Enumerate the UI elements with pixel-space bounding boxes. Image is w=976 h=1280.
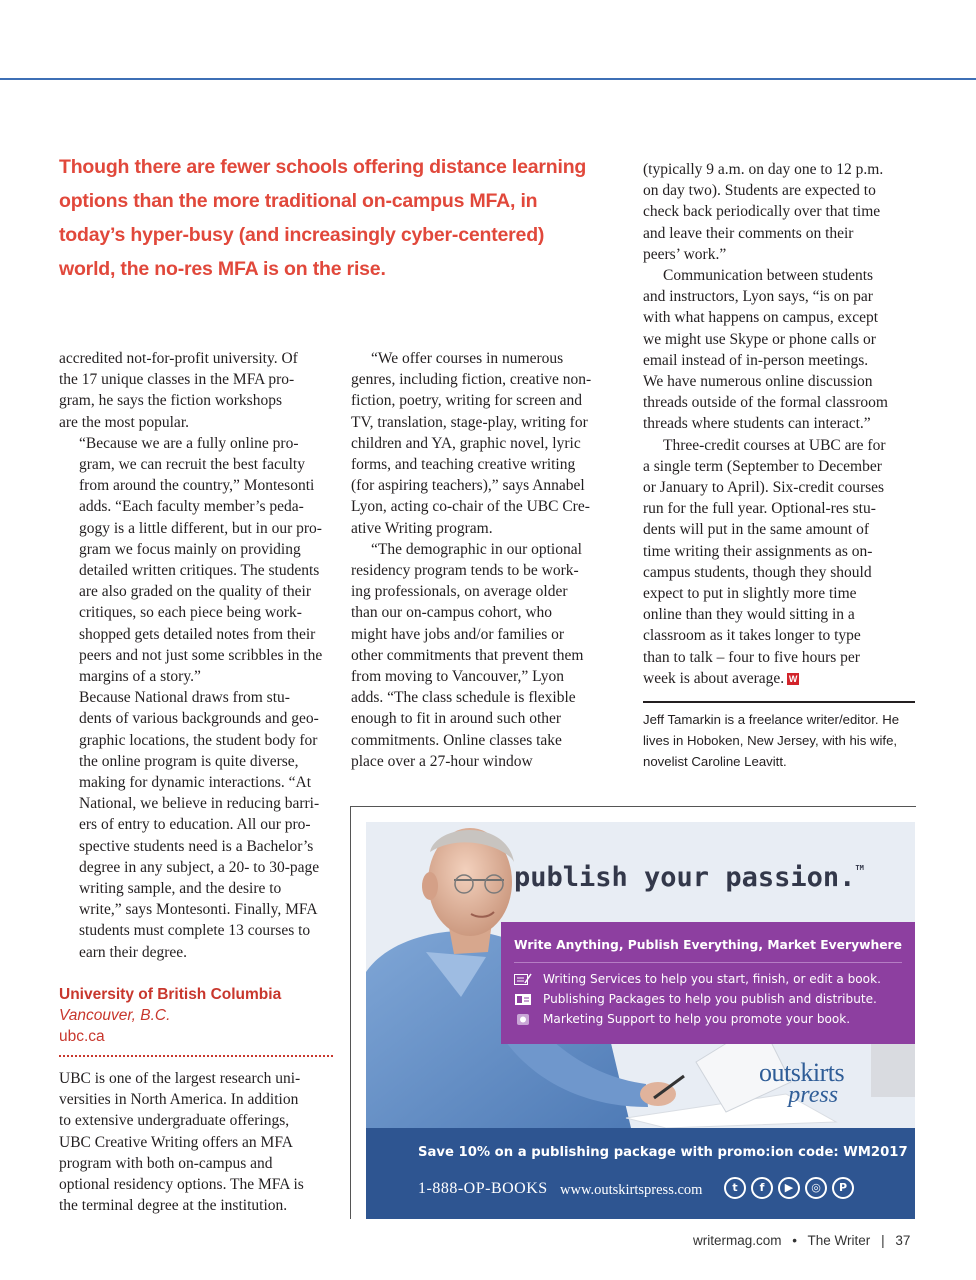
top-rule: [0, 78, 976, 80]
pull-quote-line: Though there are fewer schools offering distance learning: [59, 156, 587, 178]
pinterest-icon[interactable]: P: [832, 1177, 854, 1199]
ad-feature-item: [514, 992, 877, 1006]
text-line: classroom as it takes longer to type: [643, 627, 861, 645]
text-line: threads outside of the formal classroom: [643, 394, 888, 412]
text-line: making for dynamic interactions. “At: [79, 774, 312, 792]
text-line: are the most popular.: [59, 413, 189, 431]
paragraph: [59, 348, 339, 433]
text-line: peers and not just some scribbles in the: [79, 646, 323, 664]
text-line: “The demographic in our optional: [371, 540, 582, 558]
ad-feature-item: [514, 1012, 850, 1026]
text-line: other commitments that prevent them: [351, 646, 584, 664]
text-line: email instead of in-person meetings.: [643, 351, 869, 369]
text-line: children and YA, graphic novel, lyric: [351, 434, 581, 452]
text-line: program with both on-campus and: [59, 1154, 273, 1172]
text-line: We have numerous online discussion: [643, 373, 873, 391]
text-line: the 17 unique classes in the MFA pro-: [59, 371, 295, 389]
column-1: [59, 348, 339, 963]
ad-band-divider: [514, 962, 902, 963]
ad-features-band: [501, 922, 915, 1044]
text-line: residency program tends to be work-: [351, 562, 579, 580]
text-line: (typically 9 a.m. on day one to 12 p.m.: [643, 161, 884, 178]
text-line: with what happens on campus, except: [643, 309, 879, 327]
trademark-mark: TM: [855, 864, 864, 872]
text-line: dents will put in the same amount of: [643, 521, 870, 539]
paragraph: [643, 265, 918, 435]
text-line: optional residency options. The MFA is: [59, 1176, 304, 1194]
text-line: on day two). Students are expected to: [643, 182, 876, 200]
text-line: students must complete 13 courses to: [79, 922, 311, 940]
text-line: margins of a story.”: [79, 668, 201, 686]
text-line: UBC is one of the largest research uni-: [59, 1070, 301, 1087]
ad-headline-text: publish your passion.: [514, 862, 856, 893]
column-2: [351, 348, 626, 772]
text-line: expect to put in slightly more time: [643, 585, 857, 603]
text-line: accredited not-for-profit university. Of: [59, 350, 298, 367]
text-line: critiques, so each piece being work-: [79, 604, 302, 622]
text-line: adds. “The class schedule is flexible: [351, 689, 576, 707]
text-line: gram, he says the fiction workshops: [59, 392, 282, 410]
logo-line: press: [788, 1082, 839, 1108]
text-line: than to talk – four to five hours per: [643, 648, 860, 666]
bio-rule: [643, 701, 915, 703]
text-line: and instructors, Lyon says, “is on par: [643, 288, 873, 306]
page-number: 37: [895, 1233, 911, 1248]
bio-text: is a freelance writer/editor. He: [720, 712, 900, 727]
text-line: National, we believe in reducing barri-: [79, 795, 320, 813]
pull-quote-line: options than the more traditional on-campus MFA, in: [59, 190, 538, 212]
text-line: spective students need is a Bachelor’s: [79, 837, 314, 855]
text-line: dents of various backgrounds and geo-: [79, 710, 319, 728]
logo-line: outskirts: [759, 1058, 845, 1087]
footer-divider: |: [881, 1233, 885, 1248]
text-line: Because National draws from stu-: [79, 689, 290, 707]
text-line: gram, we can recruit the best faculty: [79, 456, 305, 474]
text-line: the terminal degree at the institution.: [59, 1197, 288, 1215]
paragraph: [59, 1068, 339, 1216]
publishing-packages-icon: [514, 993, 532, 1006]
text-line: and leave their comments on their: [643, 224, 854, 242]
section-location: Vancouver, B.C.: [59, 1007, 171, 1024]
text-line: ers of entry to education. All our pro-: [79, 816, 311, 834]
text-line: peers’ work.”: [643, 245, 727, 263]
instagram-icon[interactable]: ◎: [805, 1177, 827, 1199]
footer-bullet: •: [792, 1233, 798, 1248]
text-line: from moving to Vancouver,” Lyon: [351, 668, 565, 686]
ad-feature-text: Writing Services to help you start, finish, or edit a book.: [543, 972, 881, 986]
text-line: adds. “Each faculty member’s peda-: [79, 498, 304, 516]
text-line: time writing their assignments as on-: [643, 542, 873, 560]
marketing-support-icon: [514, 1013, 532, 1026]
text-line: enough to fit in around such other: [351, 710, 562, 728]
facebook-icon[interactable]: f: [751, 1177, 773, 1199]
text-line: writing sample, and the desire to: [79, 880, 282, 898]
text-line: check back periodically over that time: [643, 203, 881, 221]
text-line: detailed written critiques. The students: [79, 562, 320, 580]
ad-feature-item: [514, 972, 881, 986]
promo-code: WM2017: [843, 1145, 908, 1160]
text-line: than our on-campus cohort, who: [351, 604, 553, 622]
text-line: to extensive undergraduate offerings,: [59, 1112, 290, 1130]
text-line: Lyon, acting co-chair of the UBC Cre-: [351, 498, 590, 516]
bio-line: [643, 709, 918, 730]
text-line: forms, and teaching creative writing: [351, 456, 576, 474]
text-line: versities in North America. In addition: [59, 1091, 299, 1109]
text-line: ative Writing program.: [351, 519, 493, 537]
social-icons: [724, 1177, 854, 1199]
writing-services-icon: [514, 973, 532, 986]
text-line: TV, translation, stage-play, writing for: [351, 413, 588, 431]
paragraph: [59, 433, 339, 687]
text-line: the online program is quite diverse,: [79, 752, 299, 770]
ad-promo-text: [418, 1145, 908, 1160]
text-line: campus students, though they should: [643, 563, 872, 581]
end-mark-icon: W: [788, 673, 798, 684]
paragraph: [643, 159, 918, 265]
ad-feature-text: Marketing Support to help you promote your book.: [543, 1012, 851, 1026]
text-line: gram we focus mainly on providing: [79, 540, 301, 558]
text-line: threads where students can interact.”: [643, 415, 871, 433]
text-line: gogy is a little different, but in our pro-: [79, 519, 322, 537]
text-line: Communication between students: [663, 267, 874, 285]
pull-quote-line: today’s hyper-busy (and increasingly cyber-centered): [59, 224, 545, 246]
page-footer: [693, 1233, 910, 1248]
dotted-divider: [59, 1055, 333, 1057]
text-line: (for aspiring teachers),” says Annabel: [351, 477, 585, 495]
column-3: [643, 159, 918, 689]
column-1-lower: [59, 1068, 339, 1216]
advertisement[interactable]: [366, 822, 915, 1219]
text-line: fiction, poetry, writing for screen and: [351, 392, 582, 410]
text-line: graphic locations, the student body for: [79, 731, 318, 749]
text-line: “We offer courses in numerous: [371, 350, 564, 367]
pull-quote: [59, 150, 619, 286]
paragraph: [59, 687, 339, 963]
text-line: write,” says Montesonti. Finally, MFA: [79, 901, 318, 919]
section-url: ubc.ca: [59, 1028, 105, 1045]
paragraph: [643, 435, 918, 689]
text-line: are also graded on the quality of their: [79, 583, 311, 601]
text-line: [643, 668, 918, 689]
paragraph: [351, 348, 626, 539]
text-line: ing professionals, on average older: [351, 583, 568, 601]
section-heading: [59, 984, 281, 1047]
text-line: we might use Skype or phone calls or: [643, 330, 876, 348]
outskirts-press-logo: [759, 1058, 845, 1108]
text-line: commitments. Online classes take: [351, 731, 562, 749]
bio-line: novelist Caroline Leavitt.: [643, 754, 787, 769]
footer-magazine: The Writer: [807, 1233, 871, 1248]
text-line: online than they would sitting in a: [643, 606, 855, 624]
footer-site: writermag.com: [693, 1233, 782, 1248]
text-line-content: week is about average.: [643, 669, 785, 687]
text-line: degree in any subject, a 20- to 30-page: [79, 858, 320, 876]
text-line: run for the full year. Optional-res stu-: [643, 500, 876, 518]
text-line: Three-credit courses at UBC are for: [663, 436, 886, 454]
text-line: shopped gets detailed notes from their: [79, 625, 316, 643]
paragraph: [351, 539, 626, 772]
text-line: might have jobs and/or families or: [351, 625, 565, 643]
twitter-icon[interactable]: t: [724, 1177, 746, 1199]
text-line: from around the country,” Montesonti: [79, 477, 315, 495]
ad-website-link[interactable]: www.outskirtspress.com: [560, 1182, 703, 1198]
text-line: UBC Creative Writing offers an MFA: [59, 1133, 293, 1151]
promo-text: Save 10% on a publishing package with promo:ion code:: [418, 1145, 844, 1160]
ad-feature-text: Publishing Packages to help you publish and distribute.: [543, 992, 877, 1006]
ad-bottom-bar: [366, 1128, 915, 1219]
text-line: “Because we are a fully online pro-: [79, 434, 299, 452]
text-line: earn their degree.: [79, 943, 188, 961]
pull-quote-line: world, the no-res MFA is on the rise.: [59, 258, 386, 280]
text-line: place over a 27-hour window: [351, 752, 533, 770]
section-title: University of British Columbia: [59, 986, 282, 1003]
ad-band-heading: Write Anything, Publish Everything, Market Everywhere: [514, 938, 902, 952]
author-bio: [643, 709, 918, 772]
text-line: or January to April). Six-credit courses: [643, 479, 885, 497]
ad-headline: [514, 862, 864, 893]
bio-line: lives in Hoboken, New Jersey, with his wife,: [643, 733, 898, 748]
ad-phone[interactable]: 1-888-OP-BOOKS: [418, 1180, 548, 1197]
text-line: genres, including fiction, creative non-: [351, 371, 592, 389]
author-name: Jeff Tamarkin: [643, 712, 721, 727]
text-line: a single term (September to December: [643, 457, 882, 475]
youtube-icon[interactable]: ▶: [778, 1177, 800, 1199]
